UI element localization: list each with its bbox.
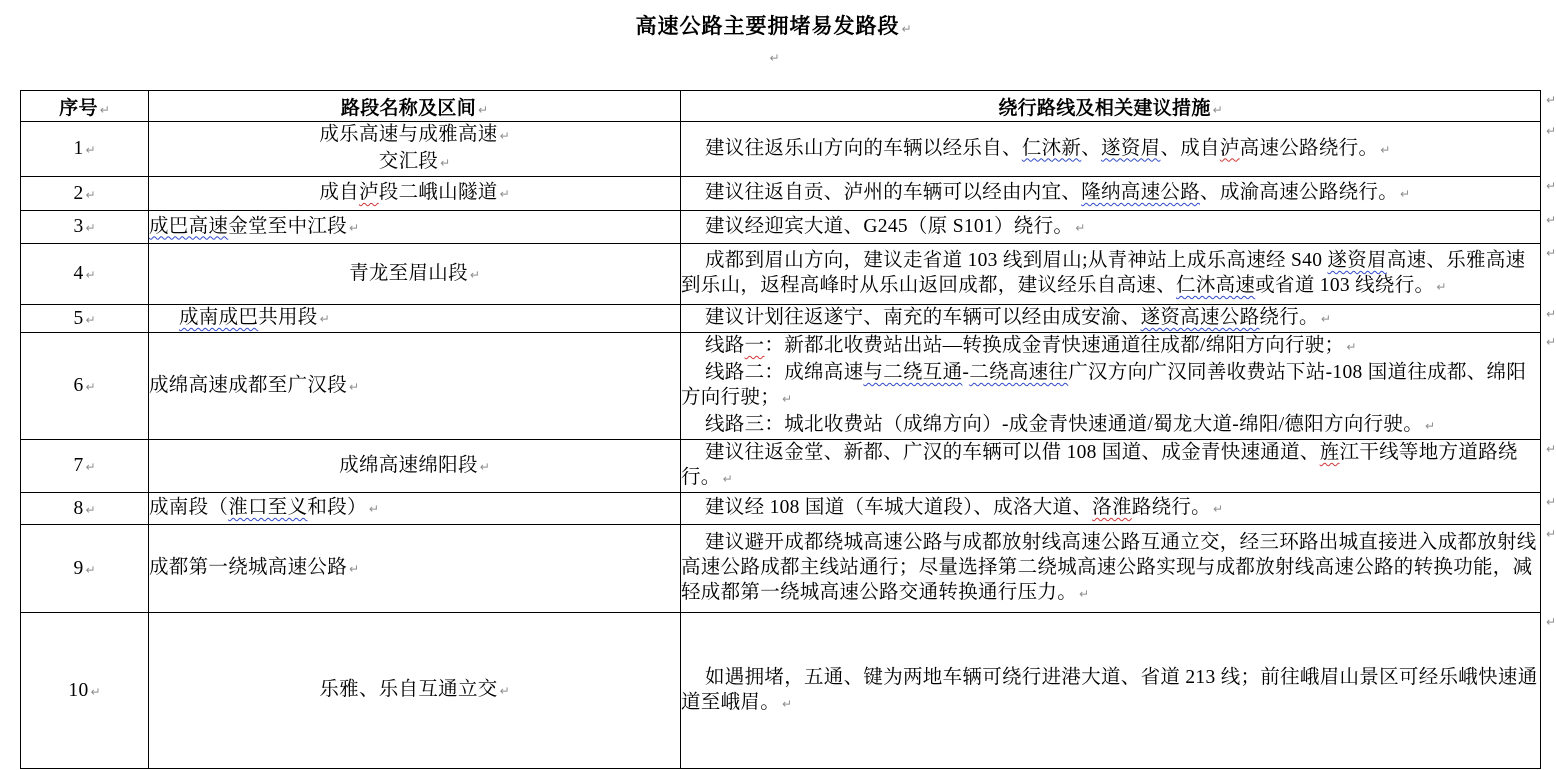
row-index-cell [21, 525, 149, 613]
paragraph-mark: ↵ [90, 684, 101, 699]
text-run: 高速、乐雅高速到乐山，返程高峰时从乐山返回成都，建议经乐自高速、 [681, 250, 1526, 296]
row-index-cell [21, 211, 149, 244]
text-run: - [962, 362, 970, 383]
detour-advice-paragraph [681, 136, 1540, 163]
row-index: 4 [73, 263, 84, 284]
paragraph-mark: ↵ [1346, 340, 1357, 354]
detour-advice-cell [681, 525, 1541, 613]
paragraph-mark: ↵ [1380, 142, 1391, 157]
text-run: 路绕行。 [1131, 497, 1211, 518]
section-name-line [149, 149, 680, 176]
table-row [21, 305, 1541, 333]
text-run: 、成渝高速公路绕行。 [1200, 182, 1399, 203]
end-of-row-mark: ↵ [1546, 615, 1556, 629]
paragraph-mark: ↵ [769, 51, 780, 65]
table-row [21, 493, 1541, 525]
row-index: 1 [73, 138, 84, 159]
detour-advice-paragraph [681, 333, 1540, 360]
text-run: 如遇拥堵，五通、键为两地车辆可绕行进港大道、省道 213 线；前往峨眉山景区可经乐峨快速通道至峨眉。 [681, 666, 1538, 713]
row-index-cell [21, 305, 149, 333]
paragraph-mark: ↵ [1425, 419, 1436, 433]
text-run: 建议往返乐山方向的车辆以经乐自、 [705, 137, 1022, 159]
text-run: 和段） [307, 497, 367, 518]
paragraph-mark: ↵ [85, 502, 96, 517]
row-index: 6 [73, 375, 84, 396]
text-run: 建议往返金堂、新都、广汉的车辆可以借 108 国道、成金青快速通道、 [705, 442, 1320, 463]
paragraph-mark: ↵ [1212, 102, 1223, 117]
row-index-cell [21, 493, 149, 525]
detour-advice-cell [681, 122, 1541, 177]
section-name-line [149, 555, 680, 582]
text-run: 成都第一绕城高速公路 [149, 557, 348, 578]
table-row [21, 244, 1541, 305]
row-index: 9 [73, 557, 84, 579]
text-run: 、 [1081, 137, 1102, 159]
section-name-cell [149, 333, 681, 440]
misspelled-text-run: 成南成巴 [179, 307, 259, 328]
section-name-line [149, 261, 680, 288]
end-of-row-mark: ↵ [1546, 213, 1556, 227]
paragraph-mark: ↵ [499, 684, 510, 698]
paragraph-mark: ↵ [85, 380, 96, 394]
detour-advice-paragraph [681, 495, 1540, 522]
paragraph-mark: ↵ [99, 102, 110, 117]
detour-advice-cell [681, 333, 1541, 440]
paragraph-mark: ↵ [349, 220, 360, 235]
col-header-section-name [149, 91, 681, 122]
end-of-row-mark: ↵ [1546, 335, 1556, 349]
detour-advice-paragraph [681, 214, 1540, 241]
misspelled-text-run: 与二绕互通 [863, 362, 963, 383]
table-row [21, 333, 1541, 440]
col-header-index [21, 91, 149, 122]
paragraph-mark: ↵ [85, 143, 96, 157]
paragraph-mark: ↵ [782, 696, 793, 711]
table-row [21, 440, 1541, 493]
misspelled-text-run: 淮口至义 [228, 497, 308, 518]
col-header-section-name-label: 路段名称及区间 [340, 97, 477, 119]
text-run: 、成自 [1160, 137, 1220, 159]
text-run: 建议计划往返遂宁、南充的车辆可以经由成安渝、 [705, 307, 1141, 328]
detour-advice-paragraph [681, 530, 1540, 607]
detour-advice-cell [681, 493, 1541, 525]
paragraph-mark: ↵ [722, 472, 733, 486]
row-index-cell [21, 333, 149, 440]
misspelled-text-run: 泸 [358, 182, 379, 203]
row-index-cell [21, 613, 149, 769]
detour-advice-paragraph [681, 305, 1540, 332]
text-run: 或省道 103 线绕行。 [1255, 275, 1435, 296]
row-index: 8 [73, 497, 84, 519]
misspelled-text-run: 二绕高速往 [969, 362, 1069, 383]
detour-advice-paragraph [681, 248, 1540, 300]
text-run: 成自 [319, 182, 359, 203]
row-index: 10 [68, 679, 89, 701]
paragraph-mark: ↵ [1320, 312, 1331, 326]
end-of-row-mark: ↵ [1546, 495, 1556, 509]
text-run: 成绵高速成都至广汉段 [149, 374, 348, 396]
paragraph-mark: ↵ [499, 129, 510, 143]
misspelled-text-run: 遂资眉 [1327, 250, 1387, 271]
section-name-line [149, 677, 680, 704]
paragraph-mark: ↵ [349, 562, 360, 576]
misspelled-text-run: 一 [744, 335, 765, 356]
paragraph-mark: ↵ [901, 22, 912, 36]
section-name-cell [149, 122, 681, 177]
text-run: 成南段（ [149, 497, 229, 518]
section-name-line [149, 373, 680, 400]
text-run: 成都到眉山方向，建议走省道 103 线到眉山;从青神站上成乐高速经 S40 [705, 250, 1328, 271]
paragraph-mark: ↵ [349, 379, 360, 394]
detour-advice-cell [681, 244, 1541, 305]
text-run: 青龙至眉山段 [349, 262, 468, 284]
paragraph-mark: ↵ [478, 102, 489, 117]
text-run: 建议经迎宾大道、G245（原 S101）绕行。 [705, 215, 1074, 237]
paragraph-mark: ↵ [499, 187, 510, 201]
paragraph-mark: ↵ [1079, 587, 1090, 601]
section-name-line [149, 180, 680, 207]
paragraph-mark: ↵ [469, 267, 480, 282]
misspelled-text-run: 遂资高速公路 [1140, 307, 1260, 328]
empty-paragraph [0, 40, 1547, 76]
paragraph-mark: ↵ [368, 502, 379, 516]
misspelled-text-run: 隆纳高速公路 [1081, 182, 1201, 203]
section-name-line [179, 305, 680, 332]
section-name-cell [149, 440, 681, 493]
section-name-cell [149, 305, 681, 333]
paragraph-mark: ↵ [479, 459, 490, 474]
section-name-cell [149, 177, 681, 211]
table-row [21, 122, 1541, 177]
misspelled-text-run: 仁沐新 [1021, 137, 1082, 159]
table-header-row [21, 91, 1541, 122]
col-header-detour-advice-label: 绕行路线及相关建议措施 [998, 97, 1211, 119]
text-run: 线路三：城北收费站（成绵方向）-成金青快速通道/蜀龙大道-绵阳/德阳方向行驶。 [705, 414, 1424, 435]
detour-advice-cell [681, 440, 1541, 493]
congestion-sections-table [20, 90, 1541, 769]
row-index-cell [21, 177, 149, 211]
section-name-line [149, 214, 680, 241]
section-name-cell [149, 244, 681, 305]
row-index: 2 [73, 182, 84, 204]
document-title-text: 高速公路主要拥堵易发路段 [635, 14, 900, 38]
text-run: 乐雅、乐自互通立交 [319, 679, 498, 700]
row-index-cell [21, 244, 149, 305]
end-of-row-mark: ↵ [1546, 179, 1556, 193]
section-name-cell [149, 525, 681, 613]
paragraph-mark: ↵ [1212, 502, 1224, 516]
text-run: 建议避开成都绕城高速公路与成都放射线高速公路互通立交，经三环路出城直接进入成都放射线高速公路成都主线站通行；尽量选择第二绕城高速公路实现与成都放射线高速公路的转换功能，减轻成都第一绕城高速公路交通转换通行压力。 [681, 532, 1537, 603]
paragraph-mark: ↵ [85, 312, 96, 327]
end-of-row-mark: ↵ [1546, 246, 1556, 260]
detour-advice-cell [681, 305, 1541, 333]
text-run: ：新都北收费站出站—转换成金青快速通道往成都/绵阳方向行驶； [764, 335, 1345, 356]
col-header-detour-advice [681, 91, 1541, 122]
section-name-cell [149, 493, 681, 525]
document-title [0, 0, 1547, 40]
paragraph-mark: ↵ [440, 156, 451, 170]
text-run: 广汉方向广汉同善收费站下站-108 国道往成都、绵阳方向行驶； [681, 362, 1527, 408]
text-run: 共用段 [258, 307, 318, 328]
paragraph-mark: ↵ [782, 392, 793, 406]
end-of-row-mark: ↵ [1546, 442, 1556, 456]
detour-advice-paragraph [681, 412, 1540, 439]
detour-advice-paragraph [681, 180, 1540, 207]
detour-advice-paragraph [681, 360, 1540, 412]
table-row [21, 525, 1541, 613]
paragraph-mark: ↵ [1075, 220, 1086, 235]
row-index-cell [21, 440, 149, 493]
section-name-cell [149, 211, 681, 244]
misspelled-text-run: 成巴高速 [149, 215, 229, 237]
paragraph-mark: ↵ [319, 312, 330, 326]
misspelled-text-run: 遂资眉 [1101, 137, 1161, 159]
col-header-index-label: 序号 [59, 97, 98, 119]
text-run: 成乐高速与成雅高速 [319, 124, 498, 145]
text-run: 线路二：成绵高速 [705, 362, 864, 383]
text-run: 段二峨山隧道 [378, 182, 498, 203]
row-index: 5 [73, 307, 84, 329]
table-row [21, 613, 1541, 769]
paragraph-mark: ↵ [85, 187, 96, 202]
text-run: 交汇段 [378, 151, 439, 172]
text-run: 建议经 108 国道（车城大道段）、成洛大道、 [705, 497, 1093, 518]
row-index: 7 [73, 455, 84, 476]
row-index: 3 [73, 216, 84, 237]
text-run: 金堂至中江段 [228, 215, 348, 237]
row-index-cell [21, 122, 149, 177]
detour-advice-cell [681, 177, 1541, 211]
text-run: 线路 [705, 335, 745, 356]
table-row [21, 177, 1541, 211]
end-of-row-mark: ↵ [1546, 527, 1556, 541]
section-name-line [149, 453, 680, 480]
detour-advice-cell [681, 211, 1541, 244]
end-of-row-mark: ↵ [1546, 307, 1556, 321]
paragraph-mark: ↵ [85, 268, 96, 282]
end-of-row-mark: ↵ [1546, 124, 1556, 138]
detour-advice-paragraph [681, 665, 1540, 717]
text-run: 成绵高速绵阳段 [339, 454, 478, 476]
section-name-line [149, 495, 680, 522]
end-of-row-mark: ↵ [1546, 93, 1556, 107]
text-run: 建议往返自贡、泸州的车辆可以经由内宜、 [705, 182, 1082, 203]
paragraph-mark: ↵ [1400, 187, 1411, 201]
detour-advice-cell [681, 613, 1541, 769]
paragraph-mark: ↵ [1436, 280, 1447, 294]
detour-advice-paragraph [681, 440, 1540, 492]
paragraph-mark: ↵ [85, 221, 96, 235]
text-run: 高速公路绕行。 [1239, 137, 1379, 159]
text-run: 绕行。 [1259, 307, 1319, 328]
table-body [21, 122, 1541, 769]
paragraph-mark: ↵ [85, 562, 96, 577]
misspelled-text-run: 旌 [1319, 442, 1340, 463]
misspelled-text-run: 洛淮 [1092, 497, 1132, 518]
table-row [21, 211, 1541, 244]
section-name-line [149, 122, 680, 149]
misspelled-text-run: 泸 [1219, 137, 1240, 159]
text-run: 江干线等地方道路绕行。 [681, 442, 1518, 488]
paragraph-mark: ↵ [85, 460, 96, 474]
misspelled-text-run: 仁沐高速 [1176, 275, 1256, 296]
section-name-cell [149, 613, 681, 769]
